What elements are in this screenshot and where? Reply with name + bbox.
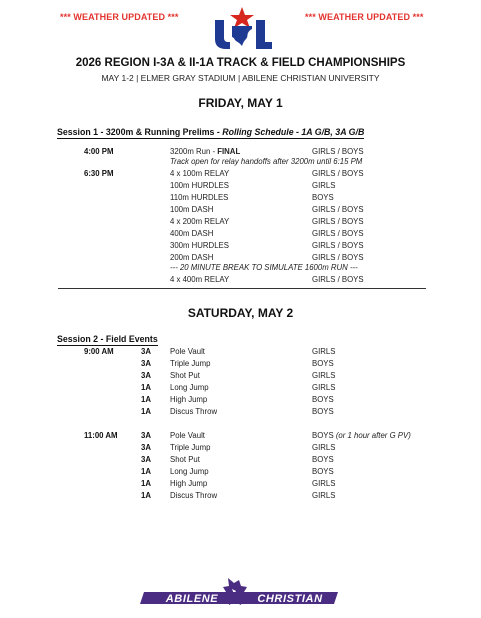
gender-label: GIRLS	[312, 371, 336, 380]
time-slot: 9:00 AM	[84, 347, 114, 356]
gender-label: GIRLS	[312, 181, 336, 190]
gender-label: BOYS	[312, 455, 334, 464]
session-1-title: Session 1 - 3200m & Running Prelims -	[57, 127, 223, 137]
class-label: 1A	[141, 467, 151, 476]
gender-label: BOYS (or 1 hour after G PV)	[312, 431, 411, 440]
event-name: Triple Jump	[170, 443, 211, 452]
weather-updated-notice-right: *** WEATHER UPDATED ***	[305, 12, 424, 22]
uil-logo-icon	[211, 6, 273, 50]
event-name: 300m HURDLES	[170, 241, 229, 250]
class-label: 3A	[141, 455, 151, 464]
gender-label: GIRLS / BOYS	[312, 205, 364, 214]
time-slot: 11:00 AM	[84, 431, 118, 440]
event-name: 4 x 400m RELAY	[170, 275, 230, 284]
session-2-heading: Session 2 - Field Events	[57, 334, 158, 344]
class-label: 1A	[141, 395, 151, 404]
class-label: 3A	[141, 443, 151, 452]
event-name: Discus Throw	[170, 407, 218, 416]
break-note: --- 20 MINUTE BREAK TO SIMULATE 1600m RUN ---	[170, 263, 358, 272]
event-name: Shot Put	[170, 371, 200, 380]
event-name: High Jump	[170, 479, 208, 488]
time-slot: 6:30 PM	[84, 169, 114, 178]
page-title: 2026 REGION I-3A & II-1A TRACK & FIELD CHAMPIONSHIPS	[75, 57, 406, 69]
event-name: 100m DASH	[170, 205, 214, 214]
event-name: 4 x 100m RELAY	[170, 169, 230, 178]
gender-label: GIRLS	[312, 443, 336, 452]
event-name: 4 x 200m RELAY	[170, 217, 230, 226]
day-heading-friday: FRIDAY, MAY 1	[198, 96, 283, 110]
gender-label: GIRLS / BOYS	[312, 229, 364, 238]
time-slot: 4:00 PM	[84, 147, 114, 156]
gender-label: BOYS	[312, 395, 334, 404]
event-name: Shot Put	[170, 455, 200, 464]
gender-label: BOYS	[312, 359, 334, 368]
gender-label: GIRLS	[312, 347, 336, 356]
session-1-heading	[57, 127, 364, 139]
event-name: Pole Vault	[170, 431, 205, 440]
gender-label: GIRLS / BOYS	[312, 241, 364, 250]
event-name: Discus Throw	[170, 491, 218, 500]
day-heading-saturday: SATURDAY, MAY 2	[187, 306, 294, 320]
gender-label: BOYS	[312, 467, 334, 476]
weather-updated-notice-left: *** WEATHER UPDATED ***	[60, 12, 179, 22]
class-label: 3A	[141, 359, 151, 368]
class-label: 1A	[141, 383, 151, 392]
event-name: 100m HURDLES	[170, 181, 229, 190]
section-divider	[58, 288, 426, 289]
event-name: Pole Vault	[170, 347, 205, 356]
gender-label: BOYS	[312, 407, 334, 416]
gender-label: GIRLS	[312, 383, 336, 392]
event-subtitle: MAY 1-2 | ELMER GRAY STADIUM | ABILENE CHRISTIAN UNIVERSITY	[101, 73, 380, 83]
event-name: 3200m Run - FINAL	[170, 147, 241, 156]
acu-wildcat-logo-icon	[140, 576, 342, 610]
class-label: 3A	[141, 431, 151, 440]
event-name: High Jump	[170, 395, 208, 404]
class-label: 1A	[141, 407, 151, 416]
gender-label: GIRLS	[312, 491, 336, 500]
gender-label: GIRLS / BOYS	[312, 147, 364, 156]
gender-label: GIRLS / BOYS	[312, 217, 364, 226]
session-1-note: Rolling Schedule - 1A G/B, 3A G/B	[222, 127, 365, 137]
class-label: 1A	[141, 491, 151, 500]
gender-label: GIRLS / BOYS	[312, 253, 364, 262]
acu-logo-left-word: ABILENE	[165, 593, 219, 605]
class-label: 1A	[141, 479, 151, 488]
final-label: FINAL	[217, 147, 241, 156]
event-name: 110m HURDLES	[170, 193, 229, 202]
acu-logo-right-word: CHRISTIAN	[257, 593, 323, 605]
schedule-note: Track open for relay handoffs after 3200m until 6:15 PM	[170, 157, 363, 166]
class-label: 3A	[141, 371, 151, 380]
gender-label: GIRLS / BOYS	[312, 275, 364, 284]
event-name: Long Jump	[170, 467, 209, 476]
class-label: 3A	[141, 347, 151, 356]
event-name: 400m DASH	[170, 229, 214, 238]
gender-label: GIRLS	[312, 479, 336, 488]
event-name: Long Jump	[170, 383, 209, 392]
gender-note: (or 1 hour after G PV)	[333, 431, 411, 440]
event-name: 200m DASH	[170, 253, 214, 262]
gender-label: BOYS	[312, 193, 334, 202]
gender-label: GIRLS / BOYS	[312, 169, 364, 178]
event-name: Triple Jump	[170, 359, 211, 368]
